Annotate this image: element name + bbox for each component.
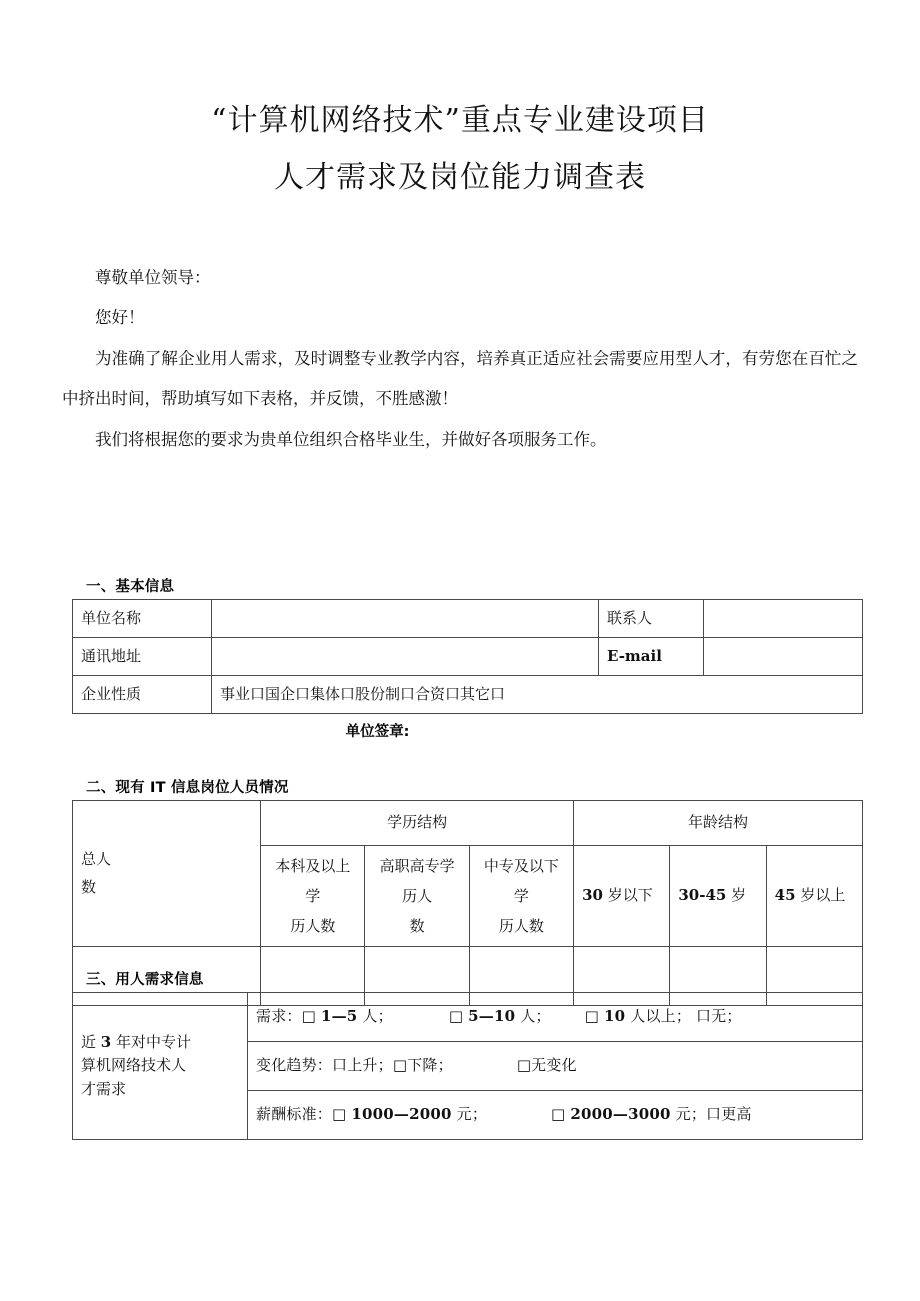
cell-header-age-30-45 xyxy=(670,846,766,947)
cell-value-email[interactable] xyxy=(704,638,863,676)
demand-checkbox-3[interactable]: □ xyxy=(584,1007,600,1026)
vocational-line-2: 数 xyxy=(409,917,425,935)
cell-value-company-nature-options[interactable]: 事业口国企口集体口股份制口合资口其它口 xyxy=(212,676,863,714)
section-hiring-demand xyxy=(0,968,920,1140)
cell-label-company-nature: 企业性质 xyxy=(73,676,212,714)
table-row xyxy=(73,600,863,638)
demand-options-label: 需求： xyxy=(256,1007,302,1026)
salary-checkbox-2[interactable]: □ xyxy=(551,1105,566,1124)
table-row xyxy=(73,993,863,1042)
document-title xyxy=(0,0,920,206)
demand-range-1: 1—5 xyxy=(320,1007,358,1026)
cell-label-3yr-demand xyxy=(73,993,248,1140)
demand-label-suffix: 年对中专计 xyxy=(111,1033,191,1052)
age-under-30-number: 30 xyxy=(582,886,603,905)
demand-unit-2: 人； xyxy=(520,1007,551,1026)
demand-label-prefix: 近 xyxy=(81,1033,101,1052)
cell-header-bachelor-or-above xyxy=(261,846,365,947)
trend-options-label: 变化趋势： xyxy=(256,1056,333,1075)
trend-checkbox-nochange[interactable]: □无变化 xyxy=(516,1056,577,1075)
salary-range-1: 1000—2000 xyxy=(351,1105,452,1124)
total-count-line-1: 总人 xyxy=(81,849,112,868)
total-count-line-2: 数 xyxy=(81,877,97,896)
table-header-row xyxy=(73,801,863,846)
secondary-line-2: 历人数 xyxy=(498,917,544,935)
bachelor-line-1: 本科及以上学 xyxy=(275,857,351,905)
demand-label-line-3: 才需求 xyxy=(81,1079,127,1098)
age-over-45-number: 45 xyxy=(774,886,796,905)
cell-header-secondary-or-below xyxy=(469,846,573,947)
trend-checkbox-up[interactable]: 口上升； xyxy=(332,1056,393,1075)
cell-value-contact-person[interactable] xyxy=(704,600,863,638)
letter-salutation: 尊敬单位领导： xyxy=(95,268,211,287)
cell-label-email: E-mail xyxy=(599,638,704,676)
cell-label-company-name: 单位名称 xyxy=(73,600,212,638)
section-1-heading: 一、基本信息 xyxy=(86,579,175,595)
age-under-30-text: 岁以下 xyxy=(607,886,653,905)
demand-checkbox-2[interactable]: □ xyxy=(448,1007,464,1026)
cell-header-education-structure: 学历结构 xyxy=(261,801,574,846)
section-basic-info xyxy=(0,575,920,741)
age-30-45-text: 岁 xyxy=(731,886,747,905)
section-2-heading: 二、现有 IT 信息岗位人员情况 xyxy=(86,780,289,796)
cell-header-total-count xyxy=(73,801,261,947)
cell-value-address[interactable] xyxy=(212,638,599,676)
trend-checkbox-down[interactable]: □下降； xyxy=(392,1056,453,1075)
title-line-2: 人才需求及岗位能力调查表 xyxy=(274,160,646,195)
letter-greeting: 您好！ xyxy=(95,308,145,328)
table-row xyxy=(73,676,863,714)
title-line-1: “计算机网络技术”重点专业建设项目 xyxy=(211,103,709,138)
letter-body xyxy=(0,258,920,460)
demand-unit-3: 人以上； xyxy=(630,1007,692,1026)
demand-label-line-2: 算机网络技术人 xyxy=(81,1056,187,1075)
cell-header-age-over-45 xyxy=(766,846,862,947)
letter-paragraph-1: 为准确了解企业用人需求，及时调整专业教学内容，培养真正适应社会需要应用型人才，有劳您在百忙之中挤出时间，帮助填写如下表格，并反馈，不胜感激！ xyxy=(62,348,858,409)
cell-value-company-name[interactable] xyxy=(212,600,599,638)
vocational-line-1: 高职高专学历人 xyxy=(379,857,455,905)
demand-range-2: 5—10 xyxy=(468,1007,516,1026)
cell-label-contact-person: 联系人 xyxy=(599,600,704,638)
demand-checkbox-1[interactable]: □ xyxy=(301,1007,316,1026)
letter-paragraph-2: 我们将根据您的要求为贵单位组织合格毕业生，并做好各项服务工作。 xyxy=(95,429,607,449)
demand-range-3: 10 xyxy=(604,1007,626,1026)
demand-label-years: 3 xyxy=(100,1033,112,1052)
salary-unit-1: 元； xyxy=(456,1105,488,1124)
cell-salary-options[interactable] xyxy=(248,1091,863,1140)
salary-checkbox-3-higher[interactable]: 口更高 xyxy=(706,1105,752,1124)
cell-demand-options[interactable] xyxy=(248,993,863,1042)
section-3-heading: 三、用人需求信息 xyxy=(86,972,204,988)
age-over-45-text: 岁以上 xyxy=(800,886,846,905)
bachelor-line-2: 历人数 xyxy=(290,917,336,935)
basic-info-table xyxy=(72,599,863,714)
cell-header-age-structure: 年龄结构 xyxy=(574,801,863,846)
demand-unit-1: 人； xyxy=(362,1007,393,1026)
salary-options-label: 薪酬标准： xyxy=(256,1105,333,1124)
table-row xyxy=(73,638,863,676)
cell-label-address: 通讯地址 xyxy=(73,638,212,676)
signature-line: 单位签章: xyxy=(345,724,410,740)
hiring-demand-table xyxy=(72,992,863,1140)
demand-label-line-1 xyxy=(81,1031,239,1054)
secondary-line-1: 中专及以下学 xyxy=(483,857,559,905)
age-30-45-number: 30-45 xyxy=(678,886,727,905)
cell-trend-options[interactable] xyxy=(248,1042,863,1091)
demand-checkbox-4-none[interactable]: 口无； xyxy=(696,1007,742,1026)
salary-range-2: 2000—3000 xyxy=(570,1105,671,1124)
cell-header-age-under-30 xyxy=(574,846,670,947)
salary-unit-2: 元； xyxy=(675,1105,707,1124)
salary-checkbox-1[interactable]: □ xyxy=(332,1105,347,1124)
cell-header-vocational-college xyxy=(365,846,469,947)
